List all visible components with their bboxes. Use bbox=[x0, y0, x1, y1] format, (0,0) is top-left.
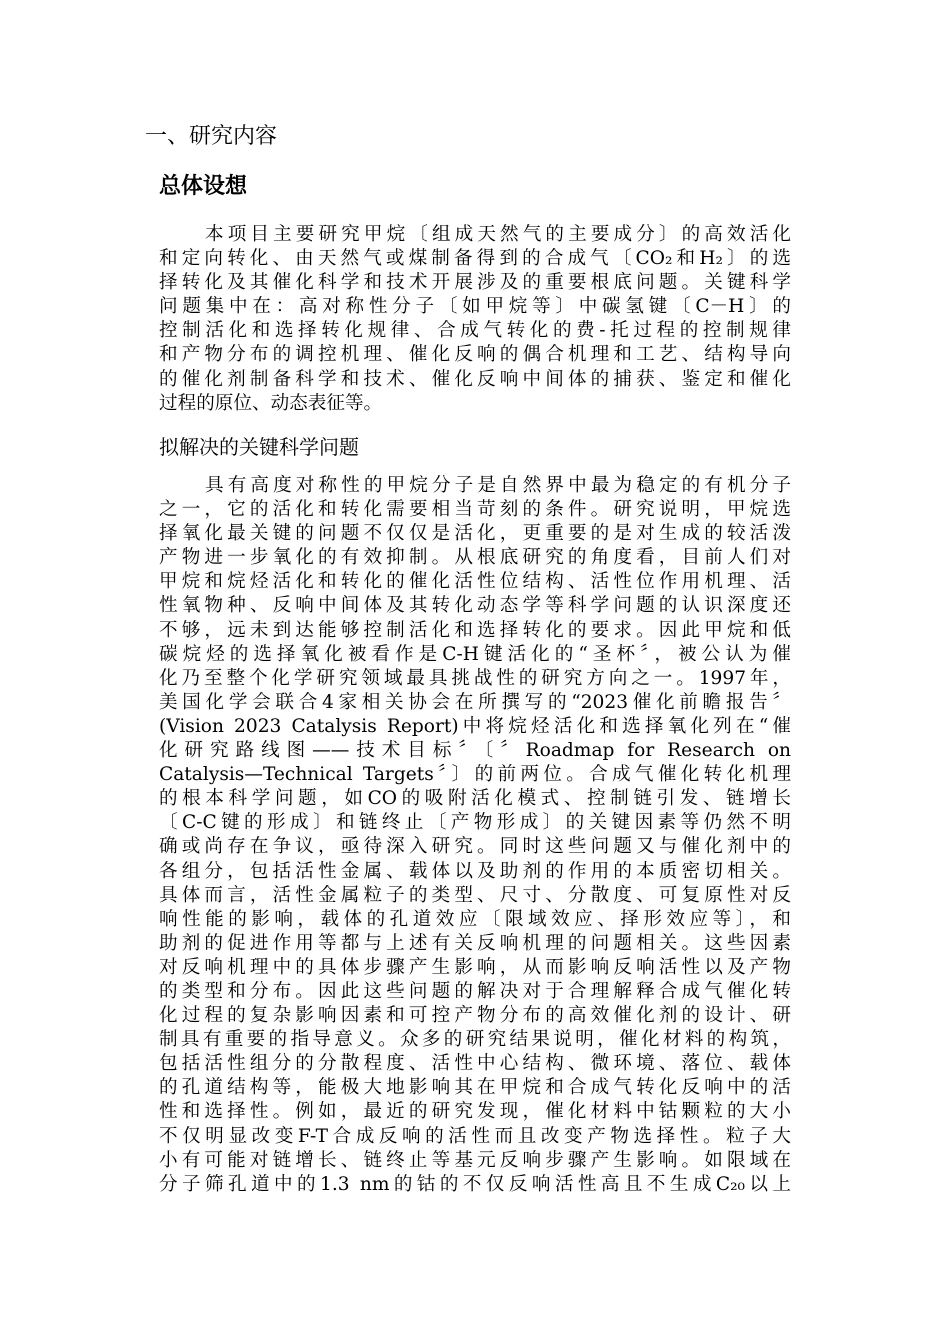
text-line: 对反响机理中的具体步骤产生影响，从而影响反响活性以及产物 bbox=[159, 956, 791, 978]
text-line: 不仅明显改变F-T合成反响的活性而且改变产物选择性。粒子大 bbox=[159, 1125, 791, 1147]
text-line: 控制活化和选择转化规律、合成气转化的费-托过程的控制规律 bbox=[159, 320, 791, 342]
text-line: 和产物分布的调控机理、催化反响的偶合机理和工艺、结构导向 bbox=[159, 344, 791, 366]
text-line: (Vision 2023 Catalysis Report)中将烷烃活化和选择氧化列在“催 bbox=[159, 715, 791, 737]
text-line: 美国化学会联合4家相关协会在所撰写的“2023催化前瞻报告〞 bbox=[159, 691, 791, 713]
paragraph-overall-plan bbox=[159, 223, 791, 416]
text-line: 各组分，包括活性金属、载体以及助剂的作用的本质密切相关。 bbox=[159, 860, 791, 882]
text-line: 碳烷烃的选择氧化被看作是C-H键活化的“圣杯〞，被公认为催 bbox=[159, 643, 791, 665]
text-line: 产物进一步氧化的有效抑制。从根底研究的角度看，目前人们对 bbox=[159, 547, 791, 569]
subheading-overall-plan: 总体设想 bbox=[159, 174, 248, 199]
text-line: 制具有重要的指导意义。众多的研究结果说明，催化材料的构筑， bbox=[159, 1029, 791, 1051]
text-line: 的根本科学问题，如CO的吸附活化模式、控制链引发、链增长 bbox=[159, 788, 791, 810]
text-line: 助剂的促进作用等都与上述有关反响机理的问题相关。这些因素 bbox=[159, 932, 791, 954]
text-line: 响性能的影响，载体的孔道效应〔限域效应、择形效应等〕，和 bbox=[159, 908, 791, 930]
paragraph-key-problems bbox=[159, 474, 791, 1197]
text-line: 本项目主要研究甲烷〔组成天然气的主要成分〕的高效活化 bbox=[205, 224, 791, 245]
text-line: 择氧化最关键的问题不仅仅是活化，更重要的是对生成的较活泼 bbox=[159, 523, 791, 545]
text-line: 的类型和分布。因此这些问题的解决对于合理解释合成气催化转 bbox=[159, 980, 791, 1002]
text-line: 不够，远未到达能够控制活化和选择转化的要求。因此甲烷和低 bbox=[159, 619, 791, 641]
text-line: 择转化及其催化科学和技术开展涉及的重要根底问题。关键科学 bbox=[159, 272, 791, 294]
text-line: 分子筛孔道中的1.3 nm的钴的不仅反响活性高且不生成C₂₀以上 bbox=[159, 1173, 791, 1195]
text-line: 具体而言，活性金属粒子的类型、尺寸、分散度、可复原性对反 bbox=[159, 884, 791, 906]
text-line: 〔C-C键的形成〕和链终止〔产物形成〕的关键因素等仍然不明 bbox=[159, 812, 791, 834]
text-line: 过程的原位、动态表征等。 bbox=[159, 392, 383, 414]
text-line: 小有可能对链增长、链终止等基元反响步骤产生影响。如限域在 bbox=[159, 1149, 791, 1171]
text-line: 性和选择性。例如，最近的研究发现，催化材料中钴颗粒的大小 bbox=[159, 1101, 791, 1123]
text-line: 的催化剂制备科学和技术、催化反响中间体的捕获、鉴定和催化 bbox=[159, 368, 791, 390]
text-line: 化过程的复杂影响因素和可控产物分布的高效催化剂的设计、研 bbox=[159, 1005, 791, 1027]
text-line: 之一，它的活化和转化需要相当苛刻的条件。研究说明，甲烷选 bbox=[159, 499, 791, 521]
text-line: 确或尚存在争议，亟待深入研究。同时这些问题又与催化剂中的 bbox=[159, 836, 791, 858]
text-line: 化乃至整个化学研究领域最具挑战性的研究方向之一。1997年， bbox=[159, 667, 791, 689]
text-line: 和定向转化、由天然气或煤制备得到的合成气〔CO₂和H₂〕的选 bbox=[159, 248, 791, 270]
text-line: 性氧物种、反响中间体及其转化动态学等科学问题的认识深度还 bbox=[159, 595, 791, 617]
text-line: 问题集中在：高对称性分子〔如甲烷等〕中碳氢键〔C－H〕的 bbox=[159, 296, 791, 318]
text-line: 包括活性组分的分散程度、活性中心结构、微环境、落位、载体 bbox=[159, 1053, 791, 1075]
text-line: 的孔道结构等，能极大地影响其在甲烷和合成气转化反响中的活 bbox=[159, 1077, 791, 1099]
section-heading: 一、研究内容 bbox=[145, 124, 278, 149]
text-line: 化研究路线图——技术目标〞〔〞Roadmap for Research on bbox=[159, 740, 791, 762]
subheading-key-problems: 拟解决的关键科学问题 bbox=[159, 435, 359, 459]
text-line: Catalysis—Technical Targets〞〕的前两位。合成气催化转化机理 bbox=[159, 764, 791, 786]
text-line: 甲烷和烷烃活化和转化的催化活性位结构、活性位作用机理、活 bbox=[159, 571, 791, 593]
text-line: 具有高度对称性的甲烷分子是自然界中最为稳定的有机分子 bbox=[205, 475, 791, 496]
